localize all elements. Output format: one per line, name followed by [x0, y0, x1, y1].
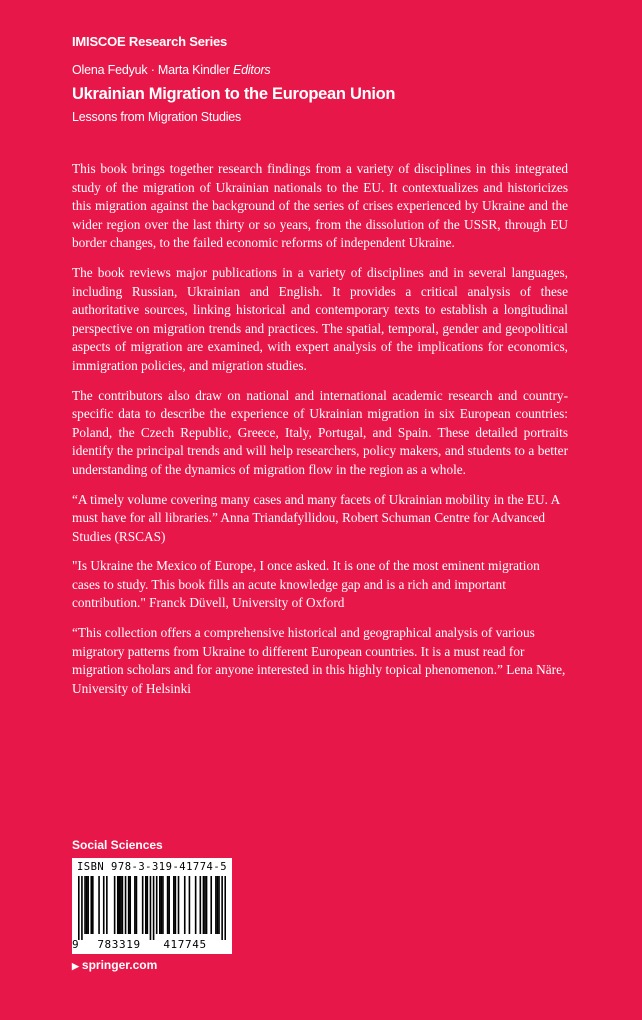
- barcode-bar: [159, 876, 161, 934]
- book-title: Ukrainian Migration to the European Union: [72, 85, 396, 103]
- ean-first-digit: 9: [72, 938, 79, 951]
- barcode-bar: [117, 876, 119, 934]
- barcode-bar: [206, 876, 208, 934]
- editor-names: Olena Fedyuk · Marta Kindler: [72, 63, 230, 77]
- barcode-bar: [125, 876, 127, 934]
- description-paragraph: This book brings together research findings from a variety of disciplines in this integrated study of the migration of Ukrainian nationals to the EU. It contextualizes and historicizes this migration against the background of the series of crises experienced by Ukraine and the wider region over the last thirty or so years, from the dissolution of the USSR, through EU border changes, to the failed economic reforms of independent Ukraine.: [72, 161, 568, 251]
- barcode-bar: [204, 876, 206, 934]
- barcode-bar: [106, 876, 108, 934]
- barcode-bar: [218, 876, 220, 934]
- barcode-bar: [114, 876, 116, 934]
- blurb: [72, 160, 568, 709]
- barcode-bar: [81, 876, 83, 940]
- barcode-bar: [156, 876, 158, 934]
- barcode-bar: [98, 876, 100, 934]
- barcode-box: [72, 858, 232, 954]
- barcode-bar: [134, 876, 136, 934]
- review-quote: “A timely volume covering many cases and many facets of Ukrainian mobility in the EU. A must have for all libraries.” Anna Triandafyllidou, Robert Schuman Centre for Advanced Studies (RSCAS): [72, 491, 560, 544]
- ean-group-left: 783319: [97, 938, 141, 951]
- barcode-bar: [145, 876, 147, 934]
- barcode-bar: [217, 876, 219, 934]
- series-name: IMISCOE Research Series: [72, 34, 228, 49]
- barcode-bar: [224, 876, 226, 940]
- barcode-bar: [221, 876, 223, 940]
- barcode-bar: [203, 876, 205, 934]
- barcode-bar: [168, 876, 170, 934]
- book-subtitle: Lessons from Migration Studies: [72, 110, 242, 124]
- subject-category: Social Sciences: [72, 838, 163, 852]
- publisher-website[interactable]: [72, 958, 157, 972]
- isbn-label: ISBN 978-3-319-41774-5: [76, 861, 228, 873]
- barcode-bar: [162, 876, 164, 934]
- barcode-bar: [136, 876, 138, 934]
- editors-label: Editors: [232, 63, 271, 77]
- barcode-bar: [184, 876, 186, 934]
- barcode-bar: [92, 876, 94, 934]
- barcode-bar: [178, 876, 180, 934]
- website-label: springer.com: [81, 958, 158, 972]
- barcode-bar: [103, 876, 105, 934]
- barcode-bar: [210, 876, 212, 934]
- editors-line: [72, 63, 270, 77]
- description-paragraph: The book reviews major publications in a variety of disciplines and in several languages, including Russian, Ukrainian and English. It provides a critical analysis of these authoritative sources, linking historical and contemporary texts to establish a longitudinal perspective on migration trends and practices. The spatial, temporal, gender and geopolitical aspects of migration are examined, with expert analysis of the implications for economics, immigration policies, and migration studies.: [72, 264, 568, 373]
- barcode-bar: [200, 876, 202, 934]
- ean-group-right: 417745: [163, 938, 207, 951]
- review-quote: "Is Ukraine the Mexico of Europe, I once asked. It is one of the most eminent migration cases to study. This book fills an acute knowledge gap and is a rich and important contribution." Franck Düvell, University of Oxford: [72, 558, 540, 611]
- barcode-bar: [84, 876, 86, 934]
- barcode-bar: [153, 876, 155, 940]
- barcode-bar: [215, 876, 217, 934]
- barcode-bar: [122, 876, 124, 934]
- barcode-bar: [128, 876, 130, 934]
- barcode-icon: [78, 876, 226, 940]
- barcode-bar: [167, 876, 169, 934]
- review-quote: “This collection offers a comprehensive historical and geographical analysis of various migratory patterns from Ukraine to different European countries. It is a must read for migration scholars and for anyone interested in this highly topical phenomenon.” Lena Näre, University of Helsinki: [72, 625, 566, 696]
- barcode-bar: [78, 876, 80, 940]
- arrow-right-icon: ▶: [72, 961, 79, 971]
- description-paragraph: The contributors also draw on national and international academic research and country-specific data to describe the experience of Ukrainian migration in six European countries: Poland, the Czech Republic, Greece, Italy, Portugal, and Spain. These detailed portraits identify the principal trends and will help researchers, policy makers, and students to a better understanding of the dynamics of migration flow in the region as a whole.: [72, 387, 568, 477]
- barcode-bar: [175, 876, 177, 934]
- barcode-bar: [142, 876, 144, 934]
- barcode-bar: [90, 876, 92, 934]
- barcode-bar: [119, 876, 121, 934]
- barcode-bar: [173, 876, 175, 934]
- barcode-bar: [161, 876, 163, 934]
- barcode-bar: [150, 876, 152, 940]
- barcode-bar: [195, 876, 197, 934]
- barcode-bar: [147, 876, 149, 934]
- barcode-bar: [86, 876, 88, 934]
- barcode-bar: [129, 876, 131, 934]
- barcode-bar: [189, 876, 191, 934]
- barcode-bar: [87, 876, 89, 934]
- barcode-bar: [120, 876, 122, 934]
